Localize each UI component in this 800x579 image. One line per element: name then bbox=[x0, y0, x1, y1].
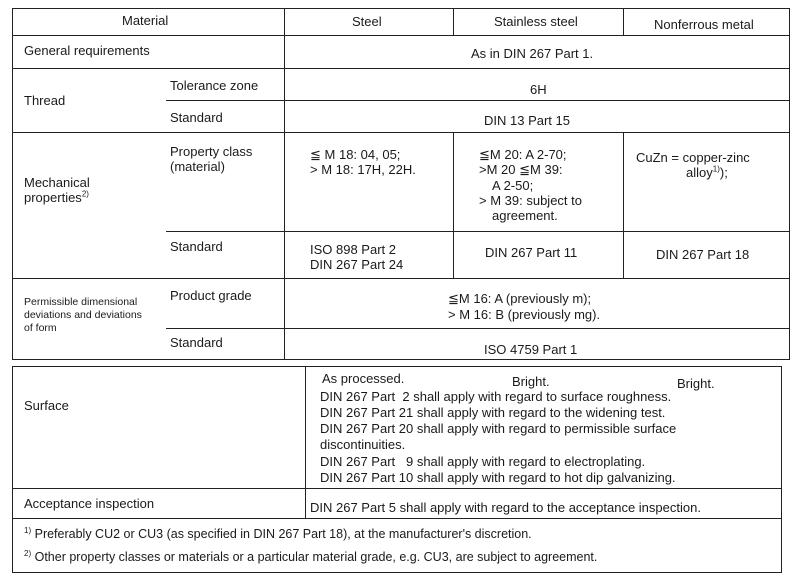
surface-stainless: Bright. bbox=[512, 374, 550, 389]
steel-column-divider-mechanical bbox=[453, 132, 454, 279]
table-bottom-border bbox=[12, 572, 782, 573]
property-class-label-line2: (material) bbox=[170, 159, 225, 174]
stainless-property-line2 bbox=[479, 162, 563, 178]
table-left-border bbox=[12, 8, 13, 360]
mechanical-standard-stainless: DIN 267 Part 11 bbox=[485, 245, 578, 260]
less-equal-symbol: ≦ bbox=[479, 148, 490, 163]
acceptance-row-divider bbox=[12, 518, 782, 519]
stainless-property-line3: A 2-50; bbox=[492, 178, 534, 193]
steel-property-line2-text: M 18: 17H, 22H. bbox=[321, 162, 416, 177]
stainless-property-line2a-text: M 20 bbox=[486, 162, 516, 177]
thread-standard-value: DIN 13 Part 15 bbox=[484, 113, 570, 128]
surface-steel: As processed. bbox=[322, 371, 405, 386]
surface-text-line2: DIN 267 Part 21 shall apply with regard to the widening test. bbox=[320, 405, 666, 420]
mechanical-label-text: properties bbox=[24, 190, 82, 205]
steel-column-divider-header bbox=[453, 8, 454, 36]
thread-label: Thread bbox=[24, 93, 66, 108]
footnote-1 bbox=[24, 527, 532, 542]
less-equal-symbol: ≦ bbox=[310, 148, 321, 163]
stainless-column-divider-mechanical bbox=[623, 132, 624, 279]
greater-symbol: > bbox=[448, 307, 456, 322]
permissible-row-divider bbox=[12, 359, 790, 360]
surface-text-line1: DIN 267 Part 2 shall apply with regard to surface roughness. bbox=[320, 389, 672, 404]
surface-text-line5: DIN 267 Part 9 shall apply with regard to electroplating. bbox=[320, 454, 646, 469]
header-material: Material bbox=[122, 13, 169, 28]
acceptance-inspection-label: Acceptance inspection bbox=[24, 496, 155, 511]
thread-standard-label: Standard bbox=[170, 110, 223, 125]
header-row-divider bbox=[12, 35, 790, 36]
surface-nonferrous: Bright. bbox=[677, 376, 715, 391]
surface-label: Surface bbox=[24, 398, 69, 413]
table-left-border-lower bbox=[12, 366, 13, 573]
footnote-2 bbox=[24, 550, 597, 565]
permissible-standard-label: Standard bbox=[170, 335, 223, 350]
footnote-ref-2: 2) bbox=[81, 189, 89, 199]
stainless-property-line5: agreement. bbox=[492, 208, 558, 223]
nonferrous-property-line2 bbox=[686, 165, 728, 180]
nonferrous-property-line2-text: alloy bbox=[686, 165, 713, 180]
less-equal-symbol: ≦ bbox=[519, 163, 531, 178]
stainless-column-divider-header bbox=[623, 8, 624, 36]
permissible-inner-divider bbox=[166, 328, 790, 329]
permissible-label-line2: deviations and deviations bbox=[24, 309, 142, 321]
label-column-divider-lower bbox=[305, 366, 306, 518]
tolerance-zone-label: Tolerance zone bbox=[170, 78, 259, 93]
header-stainless-steel: Stainless steel bbox=[494, 14, 578, 29]
general-row-divider bbox=[12, 68, 790, 69]
product-grade-line2 bbox=[448, 307, 600, 322]
nonferrous-property-line2-end: ); bbox=[719, 165, 728, 180]
mechanical-label-line2 bbox=[24, 190, 89, 205]
greater-symbol: > bbox=[479, 193, 487, 208]
steel-property-line2 bbox=[310, 162, 416, 177]
footnote-2-text: Other property classes or materials or a particular material grade, e.g. CU3, are subject to agreement. bbox=[34, 550, 598, 564]
label-column-divider bbox=[284, 8, 285, 360]
footnote-1-text: Preferably CU2 or CU3 (as specified in DIN 267 Part 18), at the manufacturer's discretion. bbox=[34, 527, 532, 541]
product-grade-label: Product grade bbox=[170, 288, 252, 303]
footnote-2-mark: 2) bbox=[24, 548, 32, 558]
less-equal-symbol: ≦ bbox=[448, 292, 459, 307]
mechanical-standard-steel-line2: DIN 267 Part 24 bbox=[310, 257, 404, 272]
header-nonferrous-metal: Nonferrous metal bbox=[654, 17, 754, 32]
nonferrous-property-line1: CuZn = copper-zinc bbox=[636, 150, 750, 165]
product-grade-line2-text: M 16: B (previously mg). bbox=[459, 307, 601, 322]
permissible-label-line3: of form bbox=[24, 322, 57, 334]
stainless-property-line2b-text: M 39: bbox=[530, 162, 563, 177]
product-grade-line1 bbox=[448, 291, 591, 307]
stainless-property-line1-text: M 20: A 2-70; bbox=[489, 147, 567, 162]
surface-text-line3: DIN 267 Part 20 shall apply with regard to permissible surface bbox=[320, 421, 677, 436]
table-right-border-lower bbox=[781, 366, 782, 573]
footnote-ref-1: 1) bbox=[712, 164, 720, 174]
surface-text-line4: discontinuities. bbox=[320, 437, 406, 452]
greater-symbol: > bbox=[479, 162, 487, 177]
permissible-label-line1: Permissible dimensional bbox=[24, 296, 138, 308]
stainless-property-line1 bbox=[479, 147, 567, 163]
mechanical-row-divider bbox=[12, 278, 790, 279]
footnote-1-mark: 1) bbox=[24, 525, 32, 535]
surface-row-divider bbox=[12, 488, 782, 489]
general-requirements-label: General requirements bbox=[24, 43, 150, 58]
general-requirements-value: As in DIN 267 Part 1. bbox=[471, 46, 594, 61]
thread-inner-divider bbox=[166, 100, 790, 101]
thread-row-divider bbox=[12, 132, 790, 133]
mechanical-standard-nonferrous: DIN 267 Part 18 bbox=[656, 247, 750, 262]
greater-symbol: > bbox=[310, 162, 318, 177]
acceptance-inspection-value: DIN 267 Part 5 shall apply with regard to the acceptance inspection. bbox=[310, 500, 701, 515]
permissible-standard-value: ISO 4759 Part 1 bbox=[484, 342, 578, 357]
mechanical-inner-divider bbox=[166, 231, 790, 232]
mechanical-standard-label: Standard bbox=[170, 239, 223, 254]
surface-top-border bbox=[12, 366, 782, 367]
steel-property-line1 bbox=[310, 147, 400, 163]
stainless-property-line4-text: M 39: subject to bbox=[490, 193, 582, 208]
table-top-border bbox=[12, 8, 790, 9]
mechanical-standard-steel-line1: ISO 898 Part 2 bbox=[310, 242, 396, 257]
product-grade-line1-text: M 16: A (previously m); bbox=[458, 291, 592, 306]
table-right-border bbox=[789, 8, 790, 360]
surface-text-line6: DIN 267 Part 10 shall apply with regard to hot dip galvanizing. bbox=[320, 470, 676, 485]
header-steel: Steel bbox=[352, 14, 382, 29]
tolerance-zone-value: 6H bbox=[530, 82, 547, 97]
stainless-property-line4 bbox=[479, 193, 582, 208]
steel-property-line1-text: M 18: 04, 05; bbox=[324, 147, 401, 162]
mechanical-label-line1: Mechanical bbox=[24, 175, 90, 190]
property-class-label-line1: Property class bbox=[170, 144, 253, 159]
